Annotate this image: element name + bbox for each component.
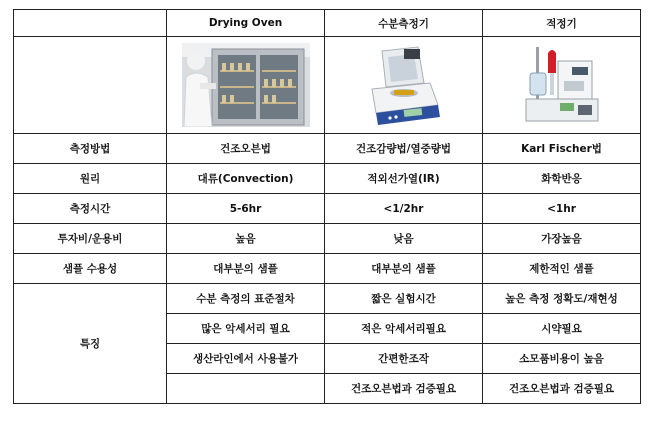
drying-oven-photo — [182, 43, 310, 127]
table-cell: Karl Fischer법 — [483, 134, 641, 164]
table-row — [14, 254, 641, 284]
feature-cell: 짧은 실험시간 — [325, 284, 483, 314]
table-row — [14, 224, 641, 254]
karl-fischer-titrator-photo — [522, 43, 602, 127]
table-cell: 제한적인 샘플 — [483, 254, 641, 284]
feature-cell: 시약필요 — [483, 314, 641, 344]
table-cell: <1/2hr — [325, 194, 483, 224]
table-cell: 대류(Convection) — [167, 164, 325, 194]
moisture-analyzer-image-cell — [325, 37, 483, 134]
feature-cell: 많은 악세서리 필요 — [167, 314, 325, 344]
table-cell: 건조오븐법 — [167, 134, 325, 164]
drying-oven-image-cell — [167, 37, 325, 134]
feature-cell: 간편한조작 — [325, 344, 483, 374]
image-row — [14, 37, 641, 134]
header-row — [14, 10, 641, 37]
feature-cell: 건조오븐법과 검증필요 — [483, 374, 641, 404]
row-label: 샘플 수용성 — [14, 254, 167, 284]
feature-cell: 수분 측정의 표준절차 — [167, 284, 325, 314]
features-label: 특징 — [14, 284, 167, 404]
feature-cell: 높은 측정 정확도/재현성 — [483, 284, 641, 314]
feature-cell: 건조오븐법과 검증필요 — [325, 374, 483, 404]
row-label: 투자비/운용비 — [14, 224, 167, 254]
row-label: 측정시간 — [14, 194, 167, 224]
header-drying-oven: Drying Oven — [167, 10, 325, 37]
feature-cell — [167, 374, 325, 404]
comparison-table — [13, 9, 641, 404]
table-cell: 가장높음 — [483, 224, 641, 254]
table-cell: 화학반응 — [483, 164, 641, 194]
table-cell: 적외선가열(IR) — [325, 164, 483, 194]
feature-row — [14, 284, 641, 314]
table-cell: 건조감량법/열중량법 — [325, 134, 483, 164]
table-cell: <1hr — [483, 194, 641, 224]
table-cell: 대부분의 샘플 — [325, 254, 483, 284]
header-titrator: 적정기 — [483, 10, 641, 37]
table-cell: 5-6hr — [167, 194, 325, 224]
table-row — [14, 164, 641, 194]
moisture-analyzer-photo — [364, 43, 444, 127]
header-empty-cell — [14, 10, 167, 37]
titrator-image-cell — [483, 37, 641, 134]
header-moisture-analyzer: 수분측정기 — [325, 10, 483, 37]
row-label: 원리 — [14, 164, 167, 194]
image-row-empty-cell — [14, 37, 167, 134]
table-cell: 낮음 — [325, 224, 483, 254]
row-label: 측정방법 — [14, 134, 167, 164]
table-cell: 대부분의 샘플 — [167, 254, 325, 284]
feature-cell: 소모품비용이 높음 — [483, 344, 641, 374]
table-row — [14, 194, 641, 224]
table-cell: 높음 — [167, 224, 325, 254]
feature-cell: 적은 악세서리필요 — [325, 314, 483, 344]
feature-cell: 생산라인에서 사용불가 — [167, 344, 325, 374]
table-row — [14, 134, 641, 164]
